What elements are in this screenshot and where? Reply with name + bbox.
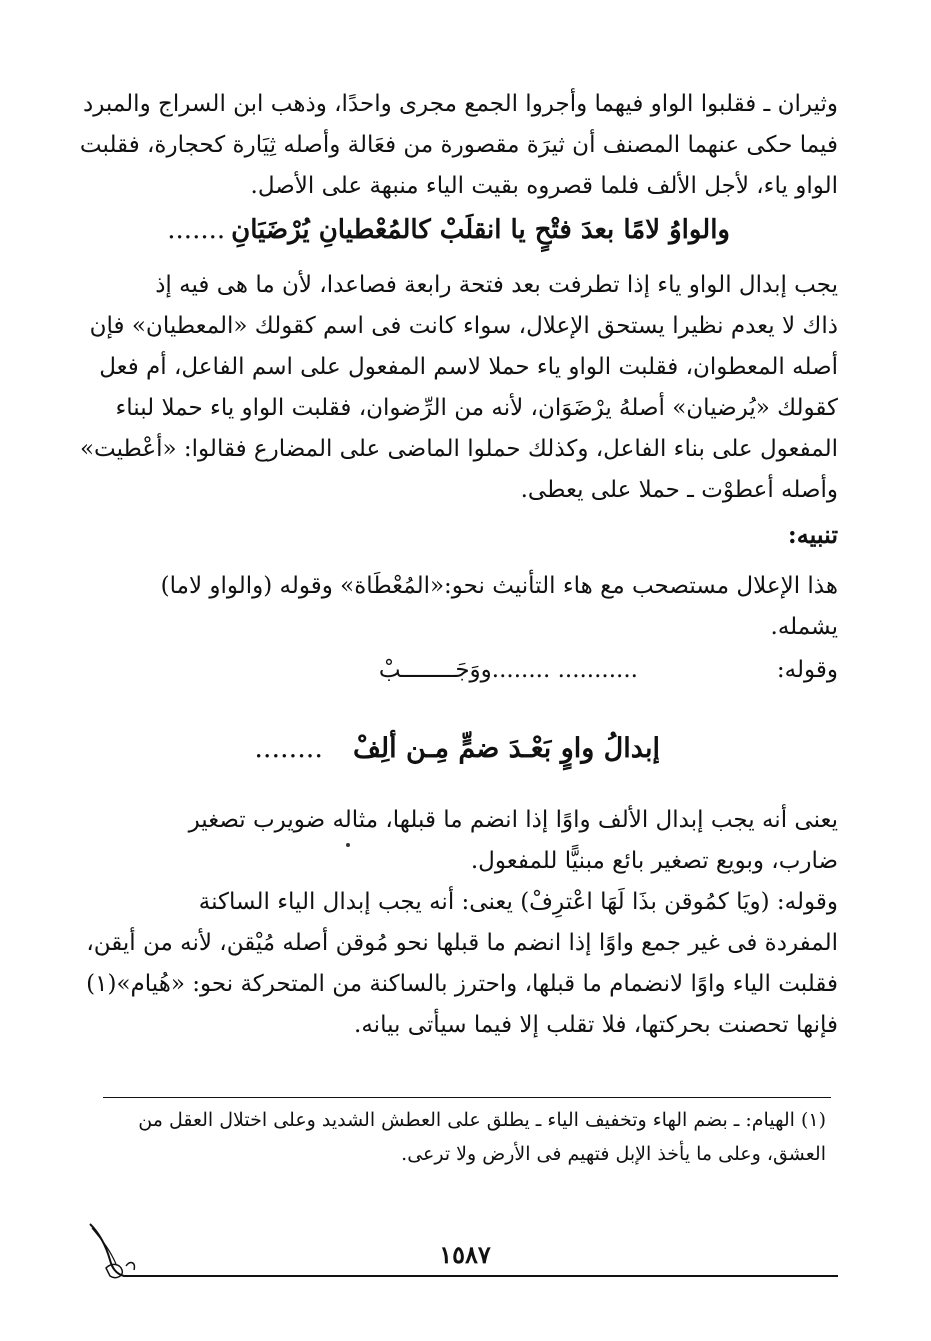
section-heading: تنبيه:	[787, 520, 838, 549]
verse-1-dots: .......	[167, 215, 226, 245]
page-number: ١٥٨٧	[439, 1240, 491, 1269]
qawluhu-label: وقوله:	[776, 657, 838, 683]
verse-3-dots: ........	[254, 733, 323, 764]
text-line: يجب إبدال الواو ياء إذا تطرفت بعد فتحة رابعة فصاعدا، لأن ما هى فيه إذ	[155, 272, 838, 298]
footnote-line: (١) الهيام: ـ بضم الهاء وتخفيف الياء ـ يطلق على العطش الشديد وعلى اختلال العقل من	[138, 1109, 826, 1131]
page-footer-rule	[148, 1275, 838, 1277]
verse-1	[167, 215, 730, 245]
text-line: فإنها تحصنت بحركتها، فلا تقلب إلا فيما سيأتى بيانه.	[354, 1012, 838, 1038]
footnote-divider	[103, 1097, 831, 1098]
text-line: هذا الإعلال مستصحب مع هاء التأنيث نحو:«المُعْطَاة» وقوله (والواو لاما)	[160, 573, 838, 599]
text-line: يعنى أنه يجب إبدال الألف واوًا إذا انضم ما قبلها، مثاله ضويرب تصغير	[188, 807, 838, 833]
verse-3-text: إبدالُ واوٍ بَعْـدَ ضمٍّ مِـن ألِفْ	[352, 733, 660, 764]
verse-3	[240, 733, 660, 764]
paragraph-4	[96, 800, 838, 882]
verse-2: ........... ........ووَجَــــــــبْ	[378, 657, 638, 683]
text-line: المفعول على بناء الفاعل، وكذلك حملوا الماضى على المضارع فقالوا: «أعْطيت»	[79, 436, 838, 462]
text-line: يشمله.	[770, 614, 838, 640]
paragraph-3	[96, 566, 838, 648]
text-line: فقلبت الياء واوًا لانضمام ما قبلها، واحترز بالساكنة من المتحركة نحو: «هُيام»(١)	[86, 971, 838, 997]
footnote-line: العشق، وعلى ما يأخذ الإبل فتهيم فى الأرض ولا ترعى.	[401, 1143, 826, 1165]
text-line: كقولك «يُرضيان» أصلهُ يرْضَوَان، لأنه من الرِّضوان، فقلبت الواو ياء حملا لبناء	[115, 395, 838, 421]
paragraph-1	[79, 84, 838, 207]
text-line: الواو ياء، لأجل الألف فلما قصروه بقيت الياء منبهة على الأصل.	[250, 173, 838, 199]
text-line: ذاك لا يعدم نظيرا يستحق الإعلال، سواء كانت فى اسم كقولك «المعطيان» فإن	[89, 313, 838, 339]
text-line: وثيران ـ فقلبوا الواو فيهما وأجروا الجمع مجرى واحدًا، وذهب ابن السراج والمبرد	[83, 91, 838, 117]
text-line: أصله المعطوان، فقلبت الواو ياء حملا لاسم المفعول على اسم الفاعل، أم فعل	[99, 354, 838, 380]
paragraph-2	[79, 265, 838, 511]
quill-pen-icon	[86, 1220, 156, 1285]
text-line: وأصله أعطوْت ـ حملا على يعطى.	[520, 477, 838, 503]
text-line: ضارب، وبويع تصغير بائع مبنيًّا للمفعول.	[470, 848, 838, 874]
paragraph-5	[86, 882, 838, 1046]
text-line: فيما حكى عنهما المصنف أن ثيرَة مقصورة من فعَالة وأصله ثِيَارة كحجارة، فقلبت	[79, 132, 838, 158]
text-line: المفردة فى غير جمع واوًا إذا انضم ما قبلها نحو مُوقن أصله مُيْقن، لأنه من أيقن،	[86, 930, 838, 956]
verse-1-text: والواوُ لامًا بعدَ فتْحٍ يا انقلَبْ كالمُعْطيانِ يُرْضَيَانِ	[231, 215, 730, 245]
ink-speck	[346, 843, 350, 847]
footnote	[98, 1103, 826, 1171]
text-line: وقوله: (ويَا كمُوقن بذَا لَهَا اعْترِفْ) يعنى: أنه يجب إبدال الياء الساكنة	[198, 889, 838, 915]
